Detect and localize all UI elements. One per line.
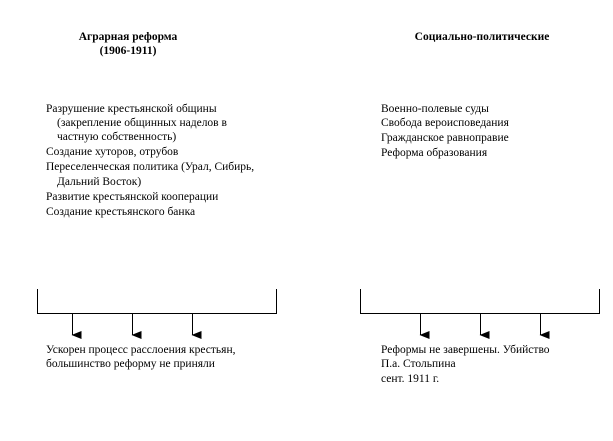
- left-arrows: [73, 314, 193, 335]
- left-item-4: Развитие крестьянской кооперации: [46, 191, 219, 203]
- left-bracket: [38, 289, 277, 314]
- left-item-1: Разрушение крестьянской общины: [46, 103, 217, 115]
- left-title-line1: Аграрная реформа: [78, 31, 178, 43]
- left-item-5: Создание крестьянского банка: [46, 206, 196, 218]
- left-result-line2: большинство реформу не приняли: [46, 358, 215, 370]
- right-arrows: [421, 314, 541, 335]
- right-item-4: Реформа образования: [381, 147, 488, 159]
- right-bracket: [361, 289, 600, 314]
- right-item-2: Свобода вероисповедания: [381, 117, 509, 129]
- right-result-line3: сент. 1911 г.: [381, 373, 440, 385]
- left-item-1-cont-a: (закрепление общинных наделов в: [57, 117, 227, 129]
- left-item-3-cont: Дальний Восток): [57, 176, 142, 188]
- right-column-title: Социально-политические: [414, 31, 550, 43]
- right-result-line1: Реформы не завершены. Убийство: [381, 344, 550, 356]
- right-item-3: Гражданское равноправие: [381, 132, 509, 144]
- left-item-2: Создание хуторов, отрубов: [46, 146, 179, 158]
- left-title-line2: (1906-1911): [99, 45, 157, 57]
- right-item-1: Военно-полевые суды: [381, 103, 489, 115]
- left-item-3: Переселенческая политика (Урал, Сибирь,: [46, 161, 255, 173]
- left-result-line1: Ускорен процесс расслоения крестьян,: [46, 344, 236, 356]
- right-result-line2: П.а. Стольпина: [381, 358, 456, 370]
- left-item-1-cont-b: частную собственность): [57, 131, 177, 143]
